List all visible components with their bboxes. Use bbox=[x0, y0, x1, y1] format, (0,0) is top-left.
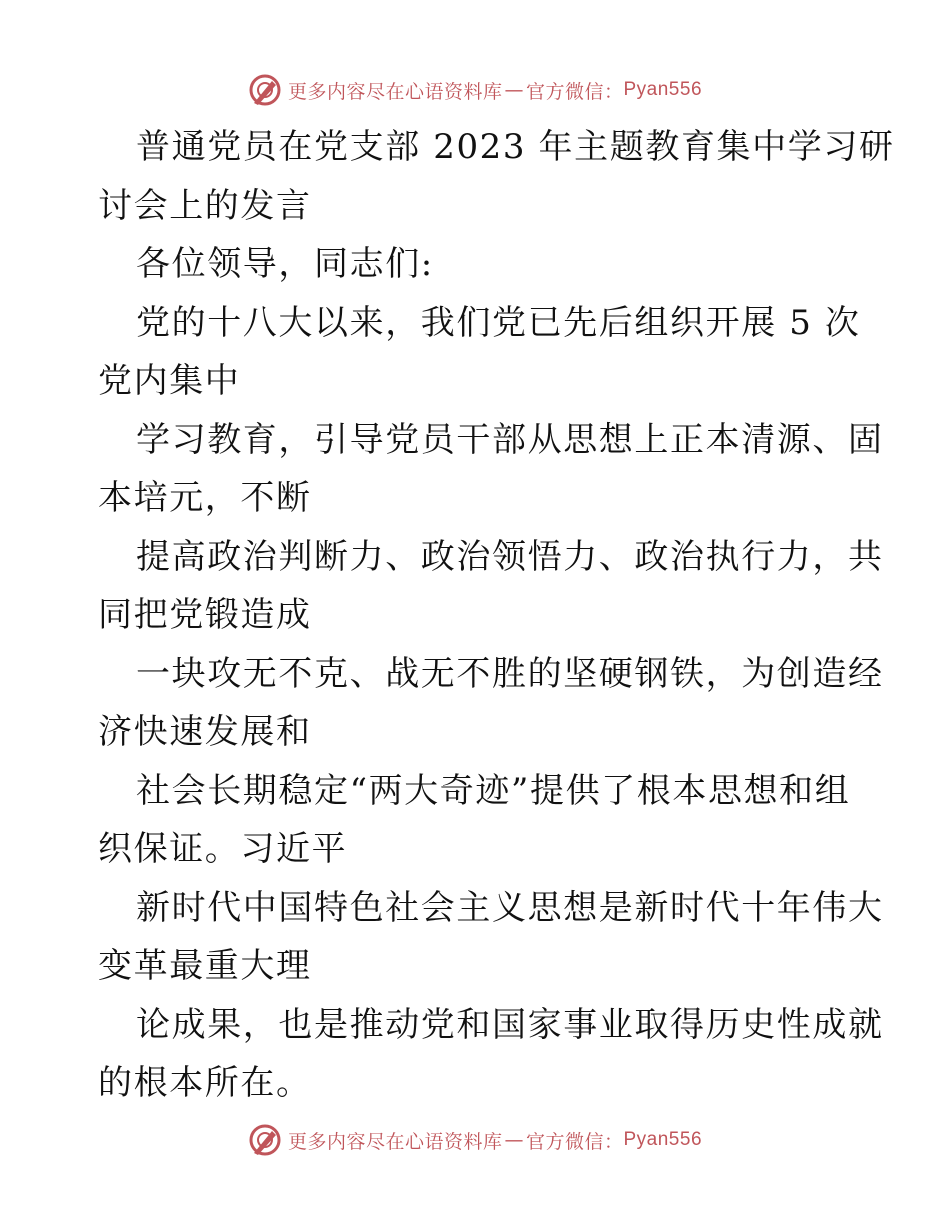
text-line: 济快速发展和 bbox=[98, 712, 312, 752]
document-body bbox=[98, 118, 895, 1113]
text-line: 讨会上的发言 bbox=[98, 185, 312, 226]
watermark-id: Pyan556 bbox=[623, 1129, 703, 1150]
pen-logo-icon bbox=[248, 73, 282, 107]
text-line: 学习教育，引导党员干部从思想上正本清源、固 bbox=[136, 419, 884, 460]
text-line: 党内集中 bbox=[98, 361, 241, 401]
text-line: 社会长期稳定“两大奇迹”提供了根本思想和组 bbox=[136, 770, 851, 811]
text-line: 各位领导，同志们: bbox=[136, 244, 434, 284]
header-watermark bbox=[0, 70, 950, 110]
watermark-contact: 官方微信： bbox=[525, 80, 624, 103]
text-line: 的根本所在。 bbox=[98, 1063, 312, 1103]
pen-logo-icon bbox=[248, 1123, 282, 1157]
watermark-separator: — bbox=[504, 1129, 524, 1151]
watermark-separator: — bbox=[504, 79, 524, 101]
text-line: 普通党员在党支部 2023 年主题教育集中学习研 bbox=[136, 127, 895, 167]
watermark-text: 更多内容尽在心语资料库 bbox=[287, 80, 503, 103]
text-line: 本培元，不断 bbox=[98, 478, 312, 518]
text-line: 提高政治判断力、政治领悟力、政治执行力，共 bbox=[136, 536, 884, 577]
footer-watermark bbox=[0, 1120, 950, 1160]
text-line: 一块攻无不克、战无不胜的坚硬钢铁，为创造经 bbox=[136, 653, 884, 694]
text-line: 变革最重大理 bbox=[98, 946, 312, 986]
text-line: 党的十八大以来，我们党已先后组织开展 5 次 bbox=[136, 302, 861, 343]
watermark-text: 更多内容尽在心语资料库 bbox=[287, 1130, 503, 1153]
watermark-id: Pyan556 bbox=[623, 79, 703, 100]
watermark-contact: 官方微信： bbox=[525, 1130, 624, 1153]
text-line: 同把党锻造成 bbox=[98, 595, 312, 635]
text-line: 新时代中国特色社会主义思想是新时代十年伟大 bbox=[136, 887, 884, 928]
text-line: 织保证。习近平 bbox=[98, 829, 348, 869]
text-line: 论成果，也是推动党和国家事业取得历史性成就 bbox=[136, 1004, 884, 1045]
